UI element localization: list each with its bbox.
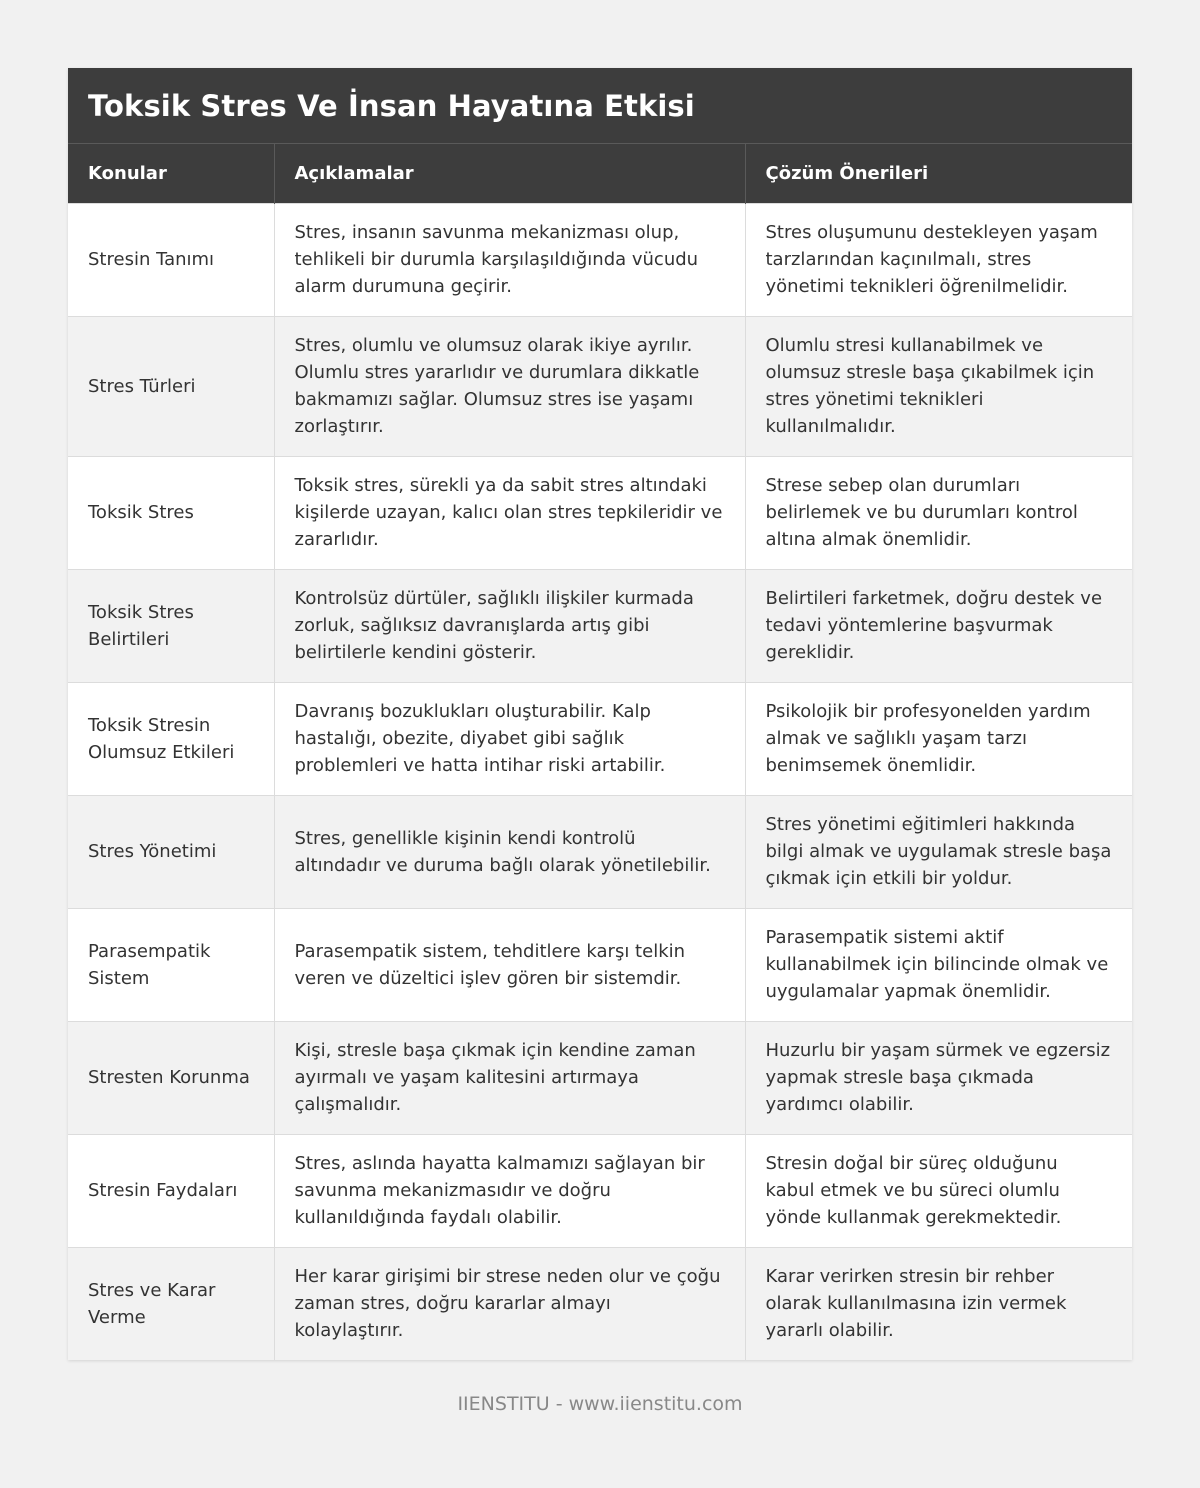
description-cell: Toksik stres, sürekli ya da sabit stres altındaki kişilerde uzayan, kalıcı olan stres tepkileridir ve zararlıdır. <box>274 456 745 569</box>
topic-cell: Stres Türleri <box>68 316 274 456</box>
column-header-solutions: Çözüm Önerileri <box>745 144 1132 203</box>
topic-cell: Toksik Stresin Olumsuz Etkileri <box>68 682 274 795</box>
table-row <box>68 456 1132 569</box>
solution-cell: Huzurlu bir yaşam sürmek ve egzersiz yapmak stresle başa çıkmada yardımcı olabilir. <box>745 1021 1132 1134</box>
solution-cell: Strese sebep olan durumları belirlemek ve bu durumları kontrol altına almak önemlidir. <box>745 456 1132 569</box>
topic-cell: Stresin Faydaları <box>68 1134 274 1247</box>
description-cell: Stres, aslında hayatta kalmamızı sağlayan bir savunma mekanizmasıdır ve doğru kullanıldığında faydalı olabilir. <box>274 1134 745 1247</box>
solution-cell: Belirtileri farketmek, doğru destek ve tedavi yöntemlerine başvurmak gereklidir. <box>745 569 1132 682</box>
description-cell: Stres, genellikle kişinin kendi kontrolü altındadır ve duruma bağlı olarak yönetilebilir. <box>274 795 745 908</box>
footer-credit: IIENSTITU - www.iienstitu.com <box>457 1393 743 1415</box>
solution-cell: Olumlu stresi kullanabilmek ve olumsuz stresle başa çıkabilmek için stres yönetimi teknikleri kullanılmalıdır. <box>745 316 1132 456</box>
topic-cell: Parasempatik Sistem <box>68 908 274 1021</box>
solution-cell: Stres yönetimi eğitimleri hakkında bilgi almak ve uygulamak stresle başa çıkmak için etkili bir yoldur. <box>745 795 1132 908</box>
topic-cell: Toksik Stres <box>68 456 274 569</box>
topic-cell: Stresin Tanımı <box>68 203 274 316</box>
solution-cell: Stresin doğal bir süreç olduğunu kabul etmek ve bu süreci olumlu yönde kullanmak gerekmektedir. <box>745 1134 1132 1247</box>
description-cell: Stres, insanın savunma mekanizması olup, tehlikeli bir durumla karşılaşıldığında vücudu alarm durumuna geçirir. <box>274 203 745 316</box>
topic-cell: Toksik Stres Belirtileri <box>68 569 274 682</box>
column-header-descriptions: Açıklamalar <box>274 144 745 203</box>
table-row <box>68 682 1132 795</box>
column-header-topics: Konular <box>68 144 274 203</box>
content-card <box>68 68 1132 1360</box>
description-cell: Stres, olumlu ve olumsuz olarak ikiye ayrılır. Olumlu stres yararlıdır ve durumlara dikkatle bakmamızı sağlar. Olumsuz stres ise yaşamı zorlaştırır. <box>274 316 745 456</box>
solution-cell: Stres oluşumunu destekleyen yaşam tarzlarından kaçınılmalı, stres yönetimi teknikleri öğrenilmelidir. <box>745 203 1132 316</box>
solution-cell: Psikolojik bir profesyonelden yardım almak ve sağlıklı yaşam tarzı benimsemek önemlidir. <box>745 682 1132 795</box>
table-row <box>68 1247 1132 1360</box>
title-bar <box>68 68 1132 144</box>
solution-cell: Karar verirken stresin bir rehber olarak kullanılmasına izin vermek yararlı olabilir. <box>745 1247 1132 1360</box>
description-cell: Parasempatik sistem, tehditlere karşı telkin veren ve düzeltici işlev gören bir sistemdir. <box>274 908 745 1021</box>
description-cell: Her karar girişimi bir strese neden olur ve çoğu zaman stres, doğru kararlar almayı kolaylaştırır. <box>274 1247 745 1360</box>
table-row <box>68 908 1132 1021</box>
topic-cell: Stresten Korunma <box>68 1021 274 1134</box>
table-row <box>68 203 1132 316</box>
topic-cell: Stres ve Karar Verme <box>68 1247 274 1360</box>
solution-cell: Parasempatik sistemi aktif kullanabilmek için bilincinde olmak ve uygulamalar yapmak önemlidir. <box>745 908 1132 1021</box>
table-row <box>68 795 1132 908</box>
table-row <box>68 1134 1132 1247</box>
page-title: Toksik Stres Ve İnsan Hayatına Etkisi <box>88 88 695 123</box>
table-header-row <box>68 144 1132 203</box>
description-cell: Kişi, stresle başa çıkmak için kendine zaman ayırmalı ve yaşam kalitesini artırmaya çalışmalıdır. <box>274 1021 745 1134</box>
table-row <box>68 316 1132 456</box>
description-cell: Davranış bozuklukları oluşturabilir. Kalp hastalığı, obezite, diyabet gibi sağlık problemleri ve hatta intihar riski artabilir. <box>274 682 745 795</box>
data-table <box>68 144 1132 1360</box>
topic-cell: Stres Yönetimi <box>68 795 274 908</box>
table-row <box>68 1021 1132 1134</box>
table-row <box>68 569 1132 682</box>
description-cell: Kontrolsüz dürtüler, sağlıklı ilişkiler kurmada zorluk, sağlıksız davranışlarda artış gibi belirtilerle kendini gösterir. <box>274 569 745 682</box>
